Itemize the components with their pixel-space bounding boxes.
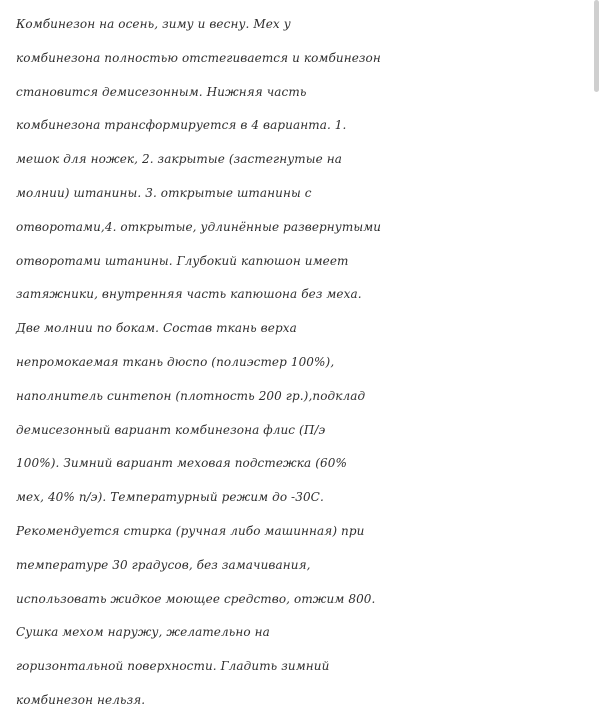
text-line: Комбинезон на осень, зиму и весну. Мех у [16, 17, 291, 31]
text-line: комбинезона полностью отстегивается и комбинезон [16, 50, 381, 65]
text-line: отворотами штанины. Глубокий капюшон имеет [16, 253, 349, 268]
text-line: комбинезона трансформируется в 4 варианта. 1. [16, 118, 347, 133]
text-line: горизонтальной поверхности. Гладить зимний [16, 659, 330, 674]
text-line: комбинезон нельзя. [16, 692, 146, 707]
text-line: Две молнии по бокам. Состав ткань верха [16, 321, 297, 336]
text-line: отворотами,4. открытые, удлинённые развернутыми [16, 219, 382, 234]
text-line: затяжники, внутренняя часть капюшона без меха. [16, 287, 362, 302]
scrollbar-thumb[interactable] [594, 0, 599, 92]
text-line: использовать жидкое моющее средство, отжим 800. [16, 591, 376, 606]
scrollbar[interactable] [592, 0, 600, 722]
text-line: Сушка мехом наружу, желательно на [16, 625, 270, 640]
clipped-previous-line [14, 0, 104, 4]
text-line: становится демисезонным. Нижняя часть [16, 84, 307, 99]
text-line: непромокаемая ткань дюспо (полиэстер 100%), [16, 354, 335, 369]
product-description [16, 8, 588, 718]
text-line: 100%). Зимний вариант меховая подстежка (60% [16, 456, 347, 471]
text-line: молнии) штанины. 3. открытые штанины с [16, 185, 312, 200]
text-line: мешок для ножек, 2. закрытые (застегнутые на [16, 152, 342, 167]
text-line: Рекомендуется стирка (ручная либо машинная) при [16, 523, 365, 538]
text-line: наполнитель синтепон (плотность 200 гр.),подклад [16, 388, 366, 403]
text-line: мех, 40% п/э). Температурный режим до -30С. [16, 490, 324, 505]
text-line: демисезонный вариант комбинезона флис (П/э [16, 422, 326, 437]
text-line: температуре 30 градусов, без замачивания, [16, 557, 311, 572]
